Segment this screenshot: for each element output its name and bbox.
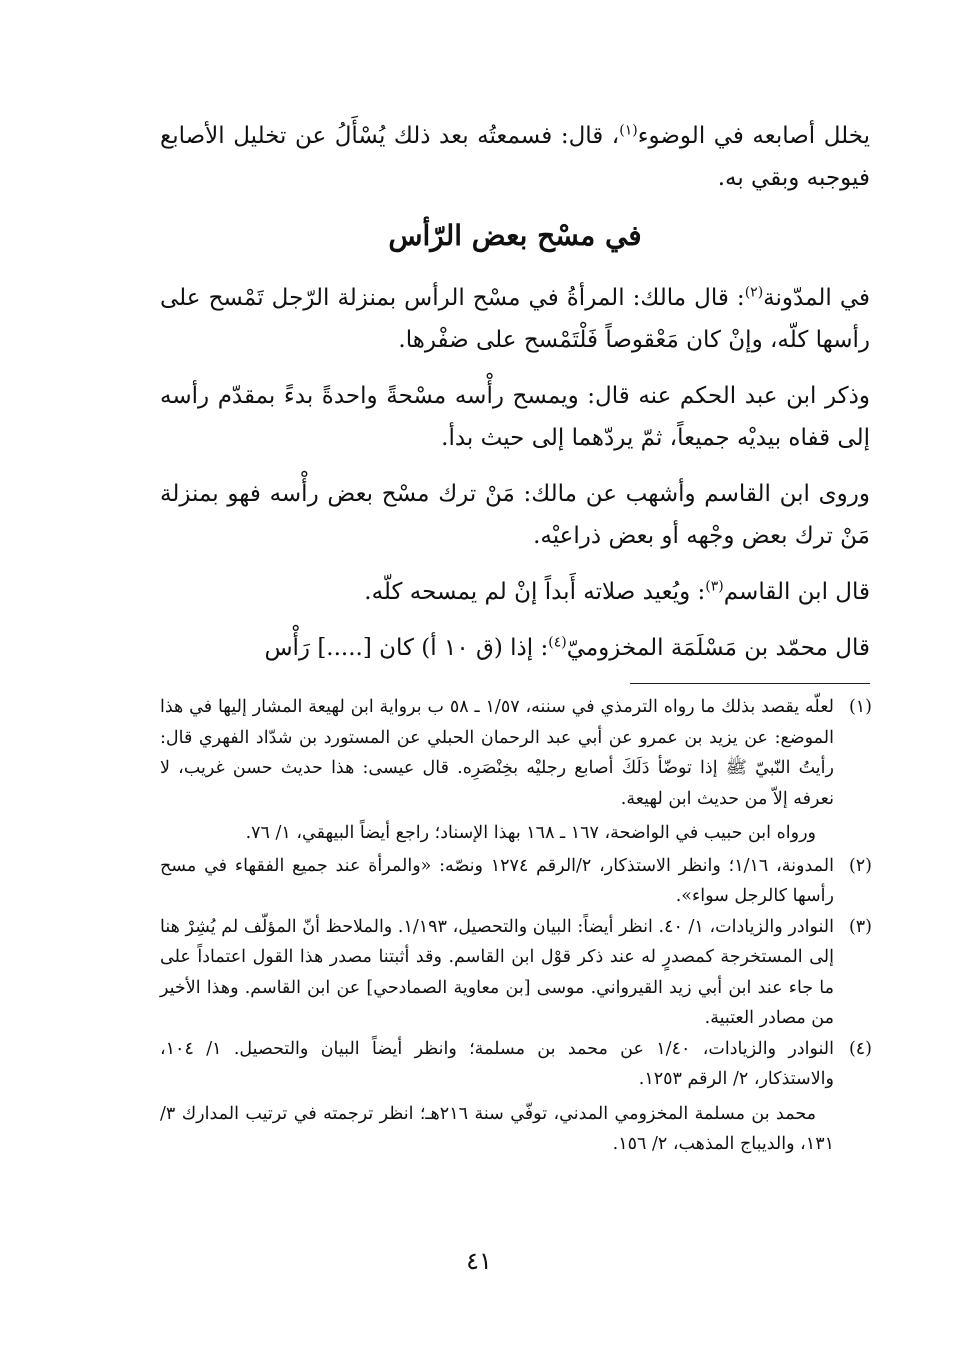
- paragraph-1: [160, 115, 870, 199]
- footnote-number: (٢): [848, 855, 872, 876]
- main-text: [160, 115, 870, 683]
- footnote-2: [160, 851, 872, 912]
- footnote-ref-4[interactable]: (٤): [548, 634, 567, 651]
- footnote-text: لعلّه يقصد بذلك ما رواه الترمذي في سننه، ١/٥٧ ـ ٥٨ ب برواية ابن لهيعة المشار إليها في هذا الموضع: عن يزيد بن عمرو عن أبي عبد الرحمان الحبلي عن المستورد بن شدّاد الفهري قال: رأيتُ النّبيّ ﷺ إذا توضّأ دَلَكَ أصابع رجليْه بخِنْصَرِه. قال عيسى: هذا حديث حسن غريب، لا نعرفه إلاّ من حديث ابن لهيعة.: [160, 697, 834, 809]
- paragraph-1-text: يخلل أصابعه في الوضوء: [637, 123, 870, 149]
- paragraph-5-text: قال ابن القاسم: [723, 579, 870, 605]
- paragraph-4: وروى ابن القاسم وأشهب عن مالك: مَنْ ترك مسْح بعض رأْسه فهو بمنزلة مَنْ ترك بعض وجْهه أو بعض ذراعيْه.: [160, 481, 870, 549]
- footnote-ref-1[interactable]: (١): [619, 122, 638, 139]
- page-number: ٤١: [466, 1247, 492, 1275]
- paragraph-6: [160, 627, 870, 669]
- footnote-4: [160, 1034, 872, 1095]
- footnotes-section: [160, 692, 872, 1162]
- paragraph-2: [160, 277, 870, 361]
- footnote-4-continuation: محمد بن مسلمة المخزومي المدني، توفّي سنة ٢١٦هـ؛ انظر ترجمته في ترتيب المدارك ٣/ ١٣١، والديباج المذهب، ٢/ ١٥٦.: [160, 1103, 834, 1154]
- footnote-3: [160, 912, 872, 1034]
- paragraph-6-rest: : إذا (ق ١٠ أ) كان [.....] رَأْس: [264, 635, 549, 661]
- paragraph-2-text: في المدّونة: [763, 285, 870, 311]
- paragraph-2-rest: : قال مالك: المرأةُ في مسْح الرأس بمنزلة الرّجل تَمْسح على رأسها كلّه، وإنْ كان مَعْقوصاً فَلْتَمْسح على ضفْرها.: [160, 285, 870, 353]
- footnote-text: النوادر والزيادات، ١/٤٠ عن محمد بن مسلمة؛ وانظر أيضاً البيان والتحصيل. ١/ ١٠٤، والاستذكار، ٢/ الرقم ١٢٥٣.: [160, 1038, 834, 1089]
- footnote-number: (١): [848, 697, 872, 717]
- paragraph-1-rest: ، قال: فسمعتُه بعد ذلك يُسْأَلُ عن تخليل الأصابع فيوجبه وبقي به.: [160, 123, 870, 191]
- footnote-text: المدونة، ١/١٦؛ وانظر الاستذكار، ٢/الرقم ١٢٧٤ ونصّه: «والمرأة عند جميع الفقهاء في مسح رأسها كالرجل سواء».: [160, 855, 834, 906]
- footnote-1: [160, 692, 872, 814]
- footnote-ref-3[interactable]: (٣): [705, 578, 724, 595]
- footnote-separator: [630, 683, 870, 684]
- footnote-text: النوادر والزيادات، ١/ ٤٠. انظر أيضاً: البيان والتحصيل، ١/١٩٣. والملاحظ أنّ المؤلّف لم يُشِرْ هنا إلى المستخرجة كمصدرٍ له عند ذكر قوْل ابن القاسم. وقد أثبتنا مصدر هذا القول اعتماداً على ما جاء عند ابن أبي زيد القيرواني. موسى [بن معاوية الصمادحي] عن ابن القاسم. وهذا الأخير من مصادر العتبية.: [160, 916, 834, 1028]
- footnote-1-continuation: ورواه ابن حبيب في الواضحة، ١٦٧ ـ ١٦٨ بهذا الإسناد؛ راجع أيضاً البيهقي، ١/ ٧٦.: [245, 823, 816, 843]
- paragraph-6-text: قال محمّد بن مَسْلَمَة المخزوميّ: [566, 635, 870, 661]
- paragraph-5: [160, 571, 870, 613]
- section-heading: في مسْح بعض الرّأس: [388, 219, 642, 252]
- footnote-ref-2[interactable]: (٢): [744, 284, 764, 301]
- paragraph-5-rest: : ويُعيد صلاته أَبداً إنْ لم يمسحه كلّه.: [364, 579, 706, 605]
- footnote-number: (٣): [848, 916, 872, 937]
- footnote-number: (٤): [848, 1038, 872, 1059]
- paragraph-3: وذكر ابن عبد الحكم عنه قال: ويمسح رأْسه مسْحةً واحدةً بدءً بمقدّم رأسه إلى قفاه بيديْه جميعاً، ثمّ يردّهما إلى حيث بدأ.: [160, 383, 870, 451]
